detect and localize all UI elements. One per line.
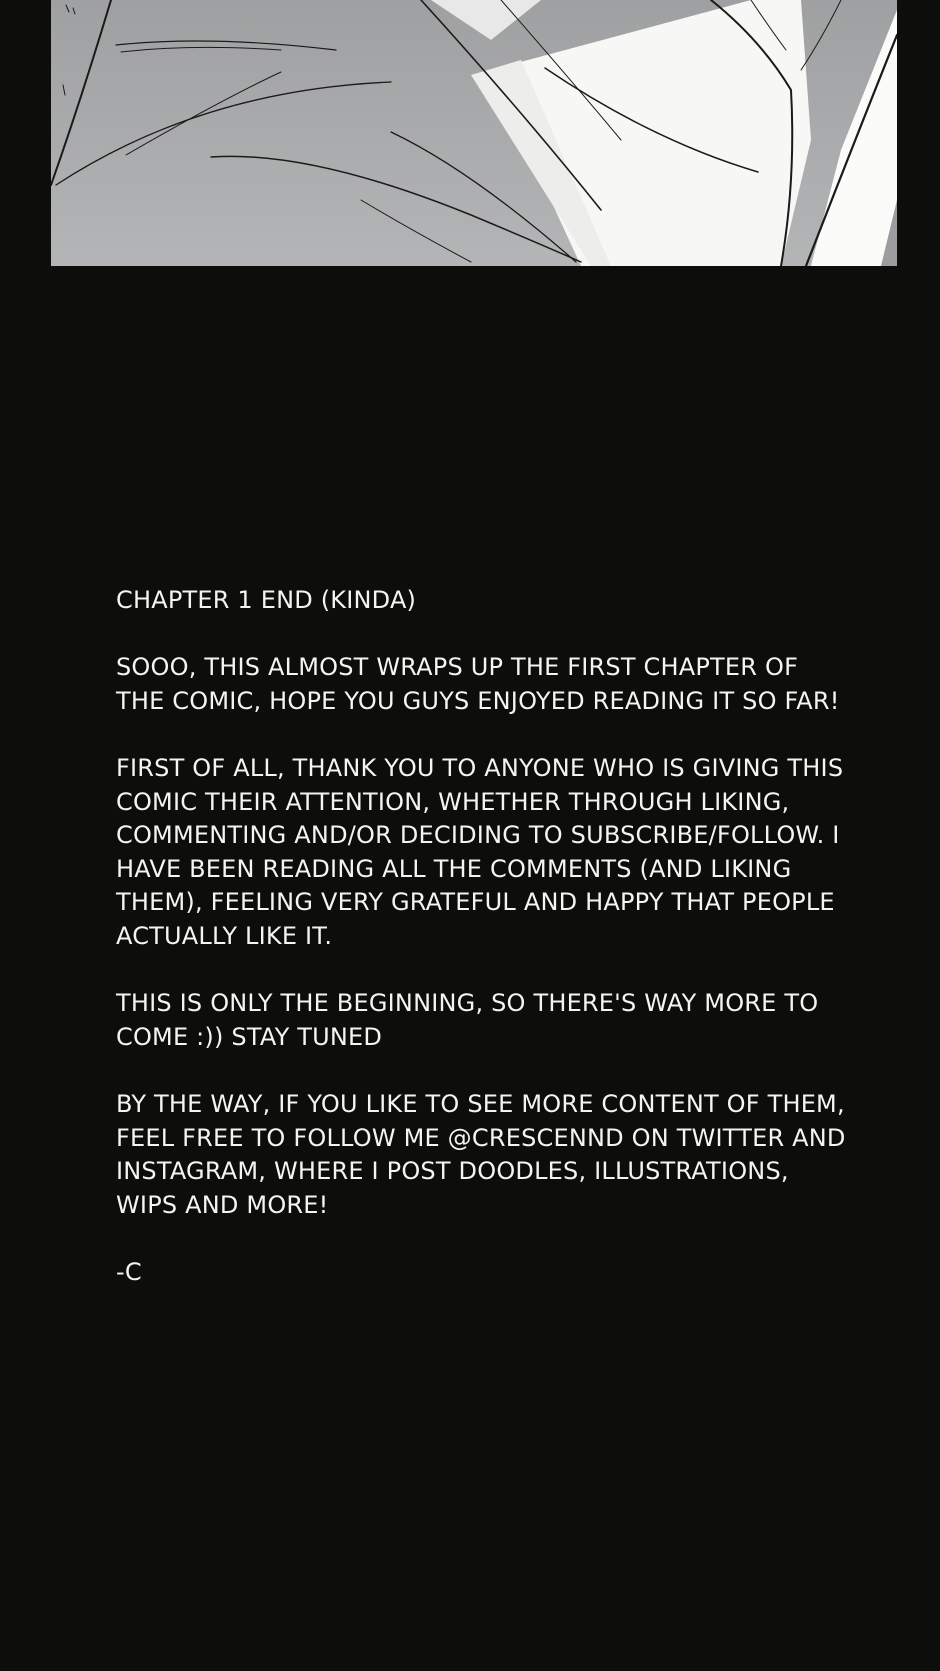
note-paragraph: BY THE WAY, IF YOU LIKE TO SEE MORE CONTENT OF THEM, FEEL FREE TO FOLLOW ME @CRESCENND ON TWITTER AND INSTAGRAM, WHERE I POST DOODLES, ILLUSTRATIONS, WIPS AND MORE! (116, 1089, 846, 1219)
note-paragraph: THIS IS ONLY THE BEGINNING, SO THERE'S WAY MORE TO COME :)) STAY TUNED (116, 989, 819, 1051)
note-paragraph: SOOO, THIS ALMOST WRAPS UP THE FIRST CHAPTER OF THE COMIC, HOPE YOU GUYS ENJOYED READING IT SO FAR! (116, 653, 840, 715)
author-note (116, 584, 846, 1289)
sketch-artwork (51, 0, 897, 266)
note-heading: CHAPTER 1 END (KINDA) (116, 586, 417, 614)
note-signature: -C (116, 1257, 142, 1286)
note-paragraph: FIRST OF ALL, THANK YOU TO ANYONE WHO IS GIVING THIS COMIC THEIR ATTENTION, WHETHER THROUGH LIKING, COMMENTING AND/OR DECIDING TO SUBSCRIBE/FOLLOW. I HAVE BEEN READING ALL THE COMMENTS (AND LIKING THEM), FEELING VERY GRATEFUL AND HAPPY THAT PEOPLE ACTUALLY LIKE IT. (116, 753, 844, 950)
comic-panel-illustration (51, 0, 897, 266)
